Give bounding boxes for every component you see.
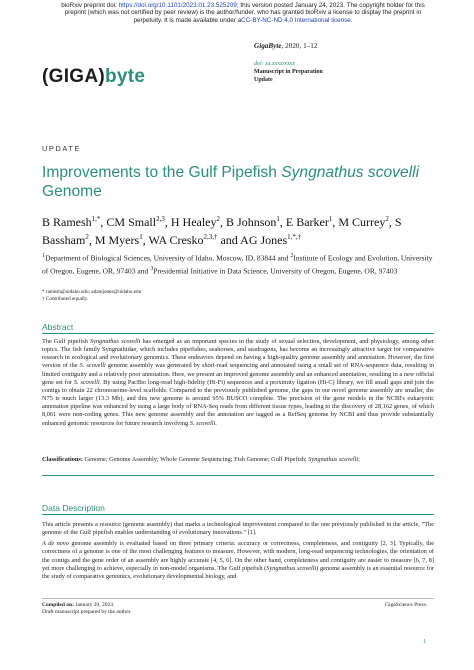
classifications-end: ;	[358, 456, 360, 463]
preprint-license-text: perpetuity. It is made available under a	[133, 16, 242, 24]
affil-1: Department of Biological Sciences, University of Idaho, Moscow, ID, 83844 and	[45, 253, 291, 263]
logo-giga: (GIGA)	[42, 66, 106, 87]
correspondence	[42, 289, 141, 303]
preprint-posted-text: ; this version posted January 24, 2023. The copyright holder for this	[236, 2, 425, 9]
author: WA Cresko	[148, 233, 204, 247]
article-type-label: UPDATE	[42, 144, 82, 153]
affil-2-marker: 2	[290, 252, 294, 259]
author: M Currey	[338, 215, 386, 229]
affil-3-marker: 3	[150, 264, 154, 272]
author: AG Jones	[240, 233, 288, 247]
data-description-heading: Data Description	[42, 503, 105, 513]
data-description-para-1: This article presents a resource (genome assembly) that marks a technological improvement compared to the one previously published in the article, "The genome of the Gulf pipefish enables understanding of evolutionary innovations." [1].	[42, 521, 434, 537]
journal-header	[254, 42, 317, 50]
abstract-seg-5: .	[215, 419, 217, 427]
gigabyte-logo	[42, 66, 145, 88]
abstract-text	[42, 338, 434, 428]
author-affil-marker: 1,*,†	[287, 233, 302, 241]
title-species: Syngnathus scovelli	[281, 164, 420, 181]
author: H Healey	[170, 215, 217, 229]
compiled-date: January 20, 2023.	[73, 602, 115, 608]
author: S Bassham	[42, 215, 402, 247]
compiled-label: Compiled on:	[42, 602, 74, 608]
author-affil-marker: 1,*	[91, 215, 101, 223]
equal-contribution-note: † Contributed equally.	[42, 296, 89, 302]
license-link[interactable]: CC-BY-NC-ND 4.0 International license	[241, 16, 351, 24]
author: E Barker	[285, 215, 329, 229]
author-affil-marker: 1	[276, 215, 280, 223]
author-affil-marker: 1	[328, 215, 333, 223]
preprint-notice	[43, 2, 443, 24]
journal-name: GigaByte	[254, 42, 282, 50]
article-doi[interactable]: doi: xx.xxxx/xxxx	[254, 61, 295, 67]
publisher-name: GigaScience Press.	[385, 602, 428, 608]
preprint-doi-link[interactable]: https://doi.org/10.1101/2023.01.23.525209	[118, 2, 237, 9]
author: B Johnson	[226, 215, 277, 229]
journal-year-pages: , 2020, 1–12	[281, 42, 318, 50]
author-list: B Ramesh$^{1,*}$, CM Small$^{2,3}$, H Healey$^2$, B Johnson$^1$, E Barker$^1$, M Currey$^2$, S Bassham$^2$, M Myers$^1$, WA Cresko$^{2,3,\dagger}$ and AG Jones$^{1,*,\dagger}$	[42, 215, 402, 247]
affiliations	[42, 251, 437, 277]
affil-3: Presidential Initiative in Data Science, University of Oregon, Eugene, OR, 97403	[153, 266, 398, 276]
footer-left	[42, 602, 132, 616]
author-affil-marker: 2	[385, 215, 389, 223]
abstract-heading: Abstract	[42, 322, 74, 332]
para-2-species: Syngnathus scovelli	[266, 564, 317, 572]
author: B Ramesh	[42, 215, 92, 229]
author: CM Small	[106, 215, 157, 229]
classifications-rule	[42, 475, 434, 476]
manuscript-type: Update	[254, 77, 273, 83]
title-end: Genome	[42, 183, 102, 200]
preprint-doi-label: bioRxiv preprint doi:	[61, 2, 119, 9]
classifications	[42, 456, 434, 464]
preprint-rights-text: preprint (which was not certified by peer review) is the author/funder, who has granted bioRxiv a license to display the preprint in	[64, 9, 422, 17]
author-affil-marker: 2	[85, 233, 89, 241]
de-novo-italic: A de novo	[42, 540, 69, 548]
abstract-seg-1: The Gulf pipefish	[42, 338, 90, 345]
article-title	[42, 163, 442, 201]
license-end: .	[350, 16, 353, 24]
author-affil-marker: 2,3	[156, 215, 165, 223]
abstract-seg-3: genome assembly was generated by short-read sequencing and annotated using a small set of RNA-sequence data, resulting in limited contiguity and a relatively poor annotation. Here, we present an improved genome assembly and an enhanced annotation, resulting in a new official gene set for	[42, 362, 434, 386]
abstract-seg-2: has emerged as an important species in the study of sexual selection, development, and physiology, among other topics. The fish family Syngnathidae, which includes pipefishes, seahorses, and seadragons, has become an increasingly attractive target for comparative research in ecological and evolutionary genomics. These endeavors depend on having a high-quality genome assembly and annotation. However, the first version of the	[42, 338, 435, 370]
affil-2: Institute of Ecology and Evolution, University of Oregon, Eugene, OR, 97403 and	[42, 253, 433, 276]
para-2-end: ) genome assembly is an essential resource for the study of comparative genomics, evolutionary developmental biology, and	[42, 564, 435, 580]
classifications-label: Classifications:	[42, 456, 83, 463]
abstract-rule	[42, 333, 434, 334]
page-number: 1	[423, 639, 426, 645]
affil-1-marker: 1	[42, 252, 46, 259]
abstract-species-1: Syngnathus scovelli	[89, 338, 141, 345]
data-description-para-2	[42, 540, 434, 581]
abstract-species-2: S. scovelli	[79, 362, 106, 370]
data-description-text	[42, 521, 434, 584]
author-affil-marker: 2,3,†	[203, 233, 218, 241]
author-affil-marker: 1	[139, 233, 143, 241]
para-2-body: genome assembly is evaluated based on three primary criteria: accuracy or correctness, completeness, and contiguity [2, 3]. Typically, the correctness of a genome is one of the most challenging features to measure. However, with modern, long-read sequencing technologies, the orientation of the contigs and the gene order of an assembly are highly accurate [4, 5, 6]. On the other hand, completeness and contiguity are easier to measure [6, 7, 8] yet more challenging to achieve, especially in non-model organisms. The Gulf pipefish (	[42, 540, 434, 572]
title-main: Improvements to the Gulf Pipefish	[42, 164, 282, 181]
corresponding-emails[interactable]: * ramesh@uidaho.edu; adamjones@uidaho.edu	[42, 289, 142, 295]
footer-rule	[42, 598, 434, 599]
abstract-species-3: S. scovelli	[73, 378, 100, 386]
author: M Myers	[94, 233, 140, 247]
abstract-species-4: S. scovelli	[189, 419, 216, 427]
classifications-species: Syngnathus scovelli	[308, 456, 359, 463]
author-affil-marker: 2	[216, 215, 221, 223]
logo-byte: byte	[105, 66, 146, 87]
abstract-seg-4: . By using PacBio long-read high-fidelity (Hi-Fi) sequences and a proximity ligation (Hi-C) library, we fill small gaps and join the contigs to obtain 22 chromosome-level scaffolds. Compared to the previously published genome, the gaps in our novel genome assembly are smaller, the N75 is much larger (13.3 Mb), and this new genome is around 95% BUSCO complete. The precision of the gene models in the NCBI's eukaryotic annotation pipeline was enhanced by using a large body of RNA-Seq reads from different tissue types, leading to the discovery of 28,162 genes, of which 8,061 were non-coding genes. This new genome assembly and the annotation are tagged as a RefSeq genome by NCBI and thus provide substantially enhanced genomic resources for future research involving	[42, 378, 434, 427]
draft-note: Draft manuscript prepared by the author.	[42, 609, 132, 615]
data-description-rule	[42, 514, 434, 515]
classifications-terms: Genome; Genome Assembly; Whole Genome Sequencing; Fish Genome; Gulf Pipefish;	[82, 456, 309, 463]
manuscript-status: Manuscript in Preparation	[254, 69, 323, 75]
